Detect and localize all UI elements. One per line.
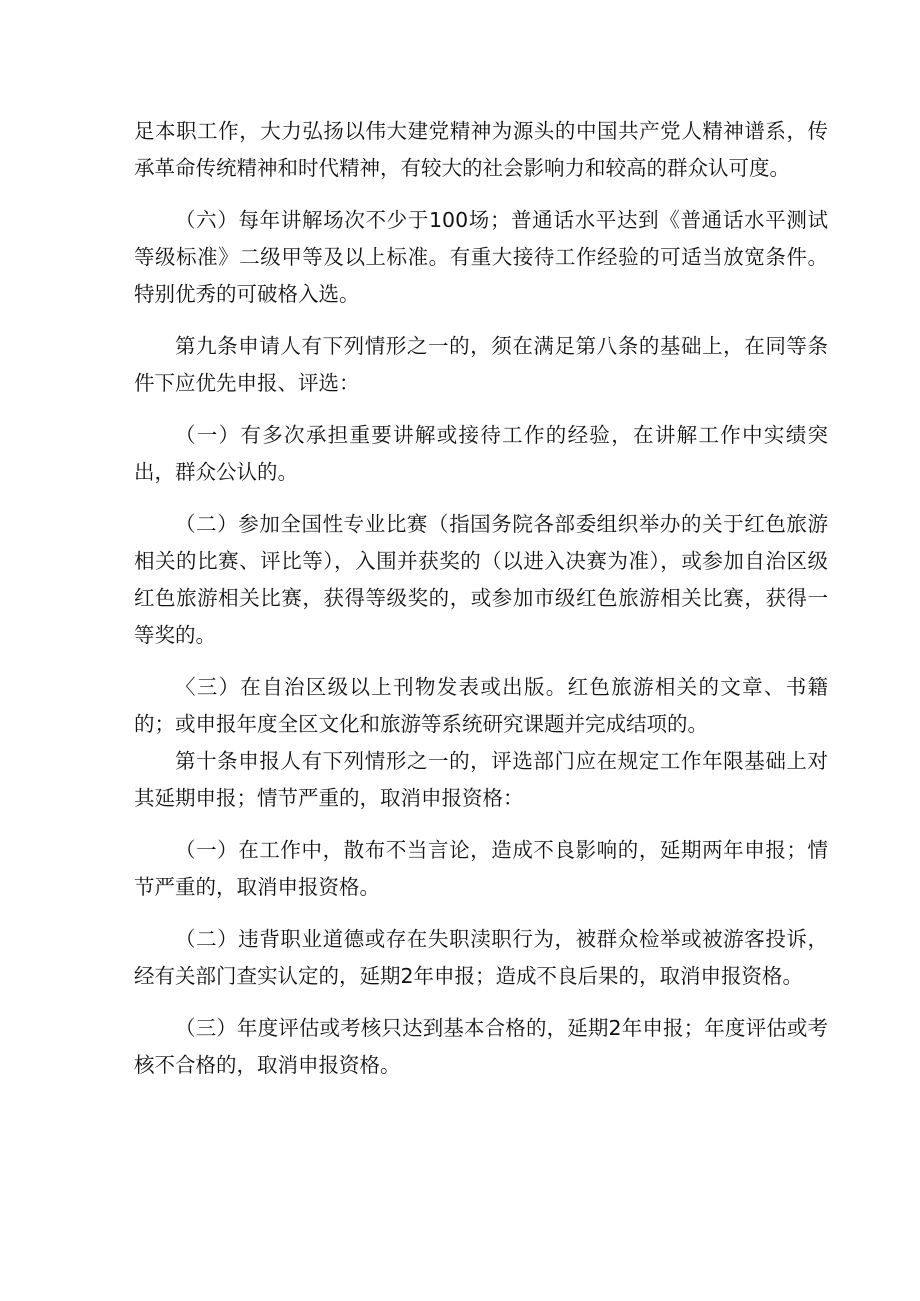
paragraph-article-9: 第九条申请人有下列情形之一的，须在满足第八条的基础上，在同等条件下应优先申报、评选：	[134, 334, 828, 395]
document-page	[134, 113, 828, 1084]
paragraph-article-10-item-1: （一）在工作中，散布不当言论，造成不良影响的，延期两年申报；情节严重的，取消申报资格。	[134, 838, 828, 899]
paragraph-article-9-item-3: 〈三）在自治区级以上刊物发表或出版。红色旅游相关的文章、书籍的；或申报年度全区文化和旅游等系统研究课题并完成结项的。	[134, 675, 828, 736]
paragraph-article-10-item-3: （三）年度评估或考核只达到基本合格的，延期2年申报；年度评估或考核不合格的，取消申报资格。	[134, 1016, 828, 1077]
paragraph-article-9-item-1: （一）有多次承担重要讲解或接待工作的经验，在讲解工作中实绩突出，群众公认的。	[134, 423, 828, 484]
paragraph-article-10: 第十条申报人有下列情形之一的，评选部门应在规定工作年限基础上对其延期申报；情节严重的，取消申报资格：	[134, 749, 828, 810]
paragraph-item-6: （六）每年讲解场次不少于100场；普通话水平达到《普通话水平测试等级标准》二级甲等及以上标准。有重大接待工作经验的可适当放宽条件。特别优秀的可破格入选。	[134, 208, 828, 306]
paragraph-continuation: 足本职工作，大力弘扬以伟大建党精神为源头的中国共产党人精神谱系，传承革命传统精神和时代精神，有较大的社会影响力和较高的群众认可度。	[134, 119, 828, 180]
paragraph-article-9-item-2: （二）参加全国性专业比赛（指国务院各部委组织举办的关于红色旅游相关的比赛、评比等），入围并获奖的（以进入决赛为准），或参加自治区级红色旅游相关比赛，获得等级奖的，或参加市级红色旅游相关比赛，获得一等奖的。	[134, 512, 828, 647]
paragraph-article-10-item-2: （二）违背职业道德或存在失职渎职行为，被群众检举或被游客投诉，经有关部门查实认定的，延期2年申报；造成不良后果的，取消申报资格。	[134, 927, 828, 988]
